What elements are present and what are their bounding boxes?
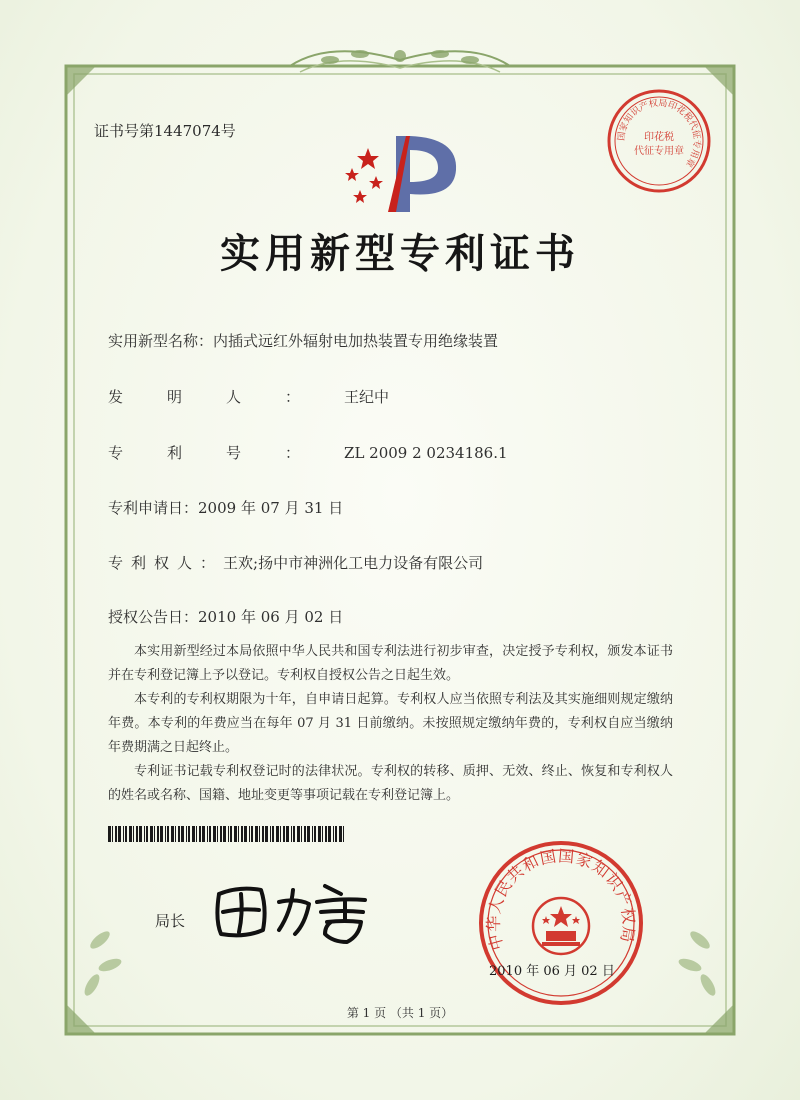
field-label: 发明人： xyxy=(108,388,345,406)
field-patentee xyxy=(108,552,483,573)
body-paragraph: 本实用新型经过本局依照中华人民共和国专利法进行初步审查，决定授予专利权，颁发本证书并在专利登记簿上予以登记。专利权自授权公告之日起生效。 xyxy=(108,644,673,683)
seal-ring-text: 中华人民共和国国家知识产权局 xyxy=(483,846,639,953)
state-ip-office-seal xyxy=(476,838,646,1012)
body-paragraph: 本专利的专利权期限为十年，自申请日起算。专利权人应当依照专利法及其实施细则规定缴纳年费。本专利的年费应当在每年 07 月 31 日前缴纳。未按照规定缴纳年费的，专利权自应当缴纳年费期满之日起终止。 xyxy=(108,692,673,755)
barcode xyxy=(108,826,348,842)
field-patent-number xyxy=(108,442,508,463)
sipo-logo xyxy=(338,128,478,222)
field-label: 专利号： xyxy=(108,444,345,462)
stamp-duty-seal xyxy=(604,86,714,200)
stamp-center-line-2: 代征专用章 xyxy=(634,146,684,157)
certificate-body xyxy=(108,640,673,808)
field-label: 专利申请日： xyxy=(108,499,199,517)
field-value: 2009 年 07 月 31 日 xyxy=(198,499,344,517)
field-grant-date xyxy=(108,606,343,627)
certificate-title: 实用新型专利证书 xyxy=(220,230,580,277)
director-label: 局长 xyxy=(155,912,186,930)
stamp-ring-text: 国家知识产权局印花税代征专用章 xyxy=(616,98,702,169)
director-signature xyxy=(205,872,385,956)
certificate-number: 证书号第1447074号 xyxy=(94,122,236,140)
body-paragraph: 专利证书记载专利权登记时的法律状况。专利权的转移、质押、无效、终止、恢复和专利权人的姓名或名称、国籍、地址变更等事项记载在专利登记簿上。 xyxy=(108,764,673,803)
page-number: 第 1 页 （共 1 页） xyxy=(346,1006,454,1020)
field-label: 授权公告日： xyxy=(108,608,199,626)
field-value: 王纪中 xyxy=(344,388,390,406)
field-value: 王欢;扬中市神洲化工电力设备有限公司 xyxy=(223,554,484,572)
field-value: ZL 2009 2 0234186.1 xyxy=(344,444,508,462)
field-label: 实用新型名称： xyxy=(108,332,214,350)
stamp-center-line-1: 印花税 xyxy=(644,132,674,143)
seal-date: 2010 年 06 月 02 日 xyxy=(489,964,615,979)
field-label: 专利权人： xyxy=(108,554,224,572)
field-utility-model-name xyxy=(108,330,498,351)
national-emblem-icon xyxy=(533,898,589,954)
field-inventor xyxy=(108,386,389,407)
field-filing-date xyxy=(108,497,343,518)
field-value: 内插式远红外辐射电加热装置专用绝缘装置 xyxy=(213,332,499,350)
field-value: 2010 年 06 月 02 日 xyxy=(198,608,344,626)
